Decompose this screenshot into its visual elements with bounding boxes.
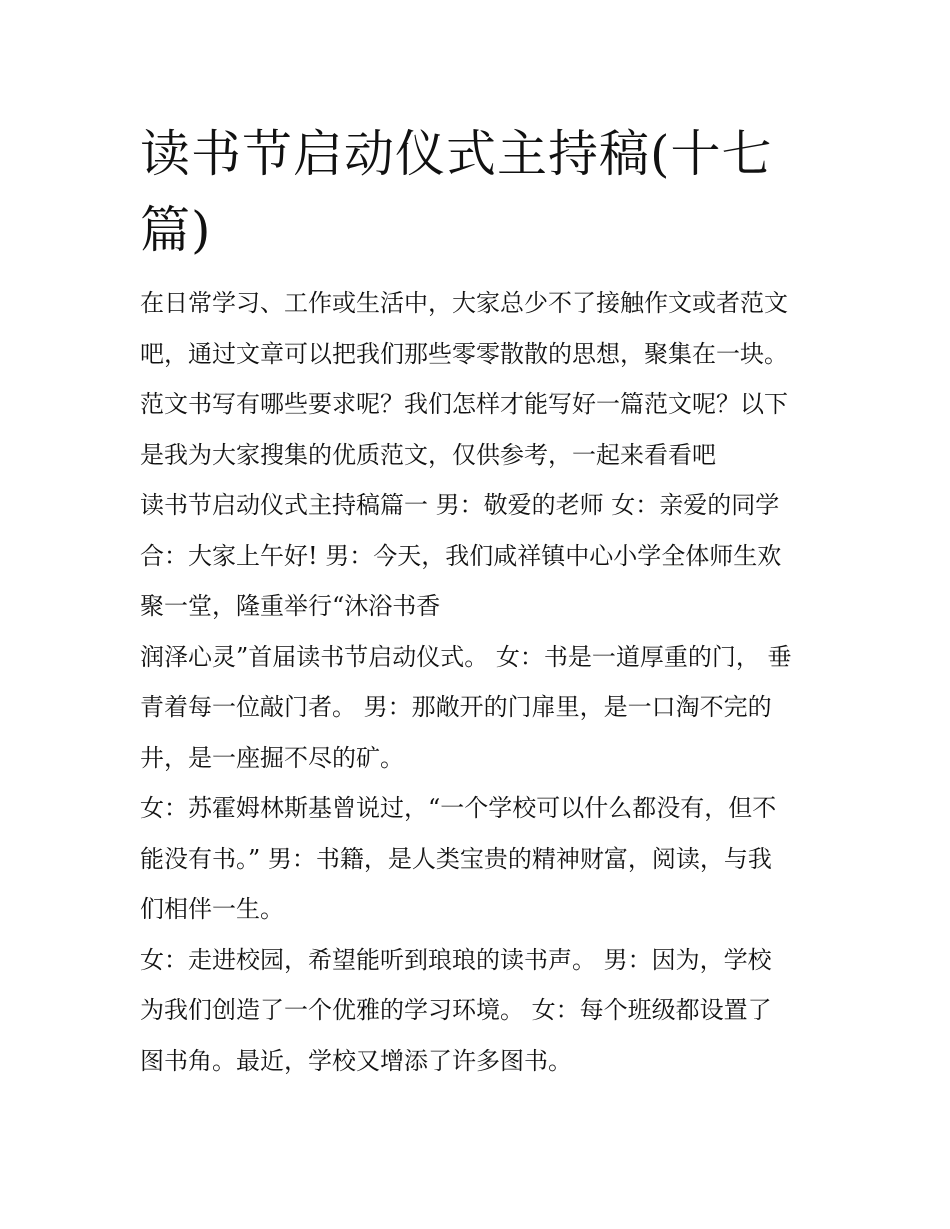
body-line: 合：大家上午好! 男：今天，我们咸祥镇中心小学全体师生欢 (140, 541, 782, 570)
body-line: 井，是一座掘不尽的矿。 (140, 743, 404, 772)
body-line: 聚一堂，隆重举行“沐浴书香 (140, 592, 441, 620)
body-line: 青着每一位敲门者。 男：那敞开的门扉里，是一口淘不完的 (140, 693, 772, 721)
body-line: 读书节启动仪式主持稿篇一 男：敬爱的老师 女：亲爱的同学 (140, 491, 780, 519)
body-line: 图书角。最近，学校又增添了许多图书。 (140, 1046, 572, 1075)
body-line: 能没有书。” 男：书籍，是人类宝贵的精神财富，阅读，与我 (140, 844, 772, 873)
body-line: 范文书写有哪些要求呢？我们怎样才能写好一篇范文呢？以下 (140, 390, 788, 418)
body-line: 女：走进校园，希望能听到琅琅的读书声。 男：因为，学校 (140, 945, 772, 974)
body-line: 润泽心灵”首届读书节启动仪式。 女：书是一道厚重的门， 垂 (140, 642, 792, 671)
body-line: 是我为大家搜集的优质范文，仅供参考，一起来看看吧 (140, 440, 716, 469)
title-line: 读书节启动仪式主持稿(十七 (140, 125, 773, 183)
body-line: 们相伴一生。 (140, 895, 284, 923)
title-line: 篇) (140, 201, 212, 259)
document-body (140, 278, 820, 1086)
body-line: 为我们创造了一个优雅的学习环境。 女：每个班级都设置了 (140, 996, 772, 1024)
body-line: 女：苏霍姆林斯基曾说过，“一个学校可以什么都没有，但不 (140, 794, 777, 822)
body-line: 在日常学习、工作或生活中，大家总少不了接触作文或者范文 (140, 289, 788, 317)
body-line: 吧，通过文章可以把我们那些零零散散的思想，聚集在一块。 (140, 339, 788, 368)
document-title (140, 116, 810, 268)
